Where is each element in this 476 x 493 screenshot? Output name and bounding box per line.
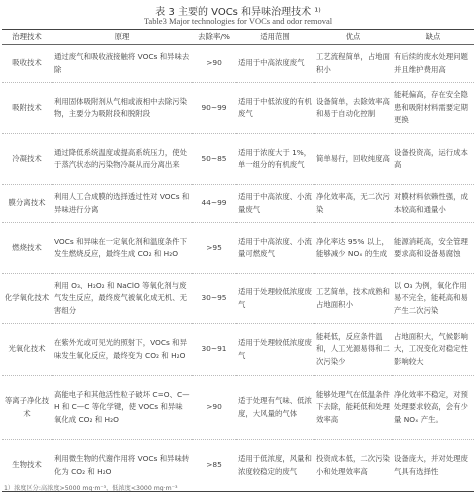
disadvantages-cell: 以 O₃ 为例，氧化作用易不完全，能耗高和易产生二次污染 bbox=[392, 274, 474, 324]
advantages-cell: 净化效率高，无二次污染 bbox=[314, 185, 392, 223]
table-footnote: 1）浓度区分:高浓度>5000 mg·m⁻³，低浓度<3000 mg·m⁻³ bbox=[4, 485, 178, 492]
scope-cell: 适用于中低浓度的有机废气 bbox=[236, 83, 314, 134]
principle-cell: 通过降低系统温度或提高系统压力，使处于蒸汽状态的污染物冷凝从而分离出来 bbox=[52, 134, 192, 185]
removal-rate-cell: >95 bbox=[192, 223, 236, 274]
table-title-chinese: 表 3 主要的 VOCs 和异味治理技术 ¹⁾ bbox=[155, 7, 321, 18]
removal-rate-cell: 30~91 bbox=[192, 324, 236, 376]
principle-cell: 利用 O₃、H₂O₂ 和 NaClO 等氧化剂与废气发生反应，最终废气被氧化成无机、无害组分 bbox=[52, 274, 192, 324]
advantages-cell: 简单易行，回收纯度高 bbox=[314, 134, 392, 185]
header-disadvantages: 缺点 bbox=[392, 30, 474, 45]
header-scope: 适用范围 bbox=[236, 30, 314, 45]
advantages-cell: 投资成本低，二次污染小和处理效率高 bbox=[314, 440, 392, 492]
scope-cell: 适用于中高浓度废气 bbox=[236, 45, 314, 83]
header-principle: 原理 bbox=[52, 30, 192, 45]
technology-name: 冷凝技术 bbox=[2, 134, 52, 185]
scope-cell: 适用于处理较低浓度废气 bbox=[236, 324, 314, 376]
scope-cell: 适用于中高浓度、小流量废气 bbox=[236, 185, 314, 223]
technology-table bbox=[2, 29, 474, 492]
advantages-cell: 净化率达 95% 以上，能够减少 NOₓ 的生成 bbox=[314, 223, 392, 274]
table-row bbox=[2, 185, 474, 223]
disadvantages-cell: 有后续的废水处理问题并且维护费用高 bbox=[392, 45, 474, 83]
principle-cell: 利用微生物的代谢作用将 VOCs 和异味转化为 CO₂ 和 H₂O bbox=[52, 440, 192, 492]
removal-rate-cell: 30~95 bbox=[192, 274, 236, 324]
advantages-cell: 能够处理气在低温条件下去除，能耗低和处理效率高 bbox=[314, 376, 392, 440]
table-row bbox=[2, 45, 474, 83]
disadvantages-cell: 占地面积大，气候影响大，工况变化对稳定性影响较大 bbox=[392, 324, 474, 376]
disadvantages-cell: 能耗偏高，存在安全隐患和吸附材料需要定期更换 bbox=[392, 83, 474, 134]
disadvantages-cell: 对膜材料依赖性强，成本较高和通量小 bbox=[392, 185, 474, 223]
scope-cell: 适于处理有气味、低浓度，大风量的气体 bbox=[236, 376, 314, 440]
scope-cell: 适用于低浓度，风量和浓度较稳定的废气 bbox=[236, 440, 314, 492]
table-row bbox=[2, 324, 474, 376]
technology-name: 膜分离技术 bbox=[2, 185, 52, 223]
principle-cell: 通过废气和吸收液接触将 VOCs 和异味去除 bbox=[52, 45, 192, 83]
removal-rate-cell: >90 bbox=[192, 376, 236, 440]
table-title-english: Table3 Major technologies for VOCs and odor removal bbox=[143, 16, 333, 26]
advantages-cell: 能耗低，反应条件温和，人工光源易得和二次污染少 bbox=[314, 324, 392, 376]
removal-rate-cell: >85 bbox=[192, 440, 236, 492]
removal-rate-cell: >90 bbox=[192, 45, 236, 83]
table-row bbox=[2, 223, 474, 274]
scope-cell: 适用于中高浓度、小流量可燃废气 bbox=[236, 223, 314, 274]
advantages-cell: 设备简单，去除效率高和易于自动化控制 bbox=[314, 83, 392, 134]
header-technology: 治理技术 bbox=[2, 30, 52, 45]
table-row bbox=[2, 83, 474, 134]
disadvantages-cell: 设备投资高，运行成本高 bbox=[392, 134, 474, 185]
header-removal-rate: 去除率/% bbox=[192, 30, 236, 45]
principle-cell: 高能电子和其他活性粒子破坏 C=O、C—H 和 C—C 等化学键，使 VOCs 和异味氧化成 CO₂ 和 H₂O bbox=[52, 376, 192, 440]
removal-rate-cell: 44~99 bbox=[192, 185, 236, 223]
technology-name: 光氧化技术 bbox=[2, 324, 52, 376]
principle-cell: 在紫外光或可见光的照射下，VOCs 和异味发生氧化反应，最终变为 CO₂ 和 H₂O bbox=[52, 324, 192, 376]
removal-rate-cell: 50~85 bbox=[192, 134, 236, 185]
table-row bbox=[2, 274, 474, 324]
technology-name: 吸收技术 bbox=[2, 45, 52, 83]
disadvantages-cell: 设备庞大，并对处理废气具有选择性 bbox=[392, 440, 474, 492]
principle-cell: 利用固体吸附剂从气相或液相中去除污染物，主要分为吸附段和脱附段 bbox=[52, 83, 192, 134]
technology-name: 吸附技术 bbox=[2, 83, 52, 134]
advantages-cell: 工艺流程简单，占地面积小 bbox=[314, 45, 392, 83]
table-header-row bbox=[2, 30, 474, 45]
technology-name: 燃烧技术 bbox=[2, 223, 52, 274]
advantages-cell: 工艺简单，技术成熟和占地面积小 bbox=[314, 274, 392, 324]
technology-name: 化学氧化技术 bbox=[2, 274, 52, 324]
scope-cell: 适用于处理较低浓度废气 bbox=[236, 274, 314, 324]
disadvantages-cell: 能源消耗高，安全管理要求高和设备易腐蚀 bbox=[392, 223, 474, 274]
disadvantages-cell: 净化效率不稳定，对预处理要求较高，会有少量 NOₓ 产生。 bbox=[392, 376, 474, 440]
principle-cell: 利用人工合成膜的选择透过性对 VOCs 和异味进行分离 bbox=[52, 185, 192, 223]
technology-name: 等离子净化技术 bbox=[2, 376, 52, 440]
principle-cell: VOCs 和异味在一定氧化剂和温度条件下发生燃烧反应，最终生成 CO₂ 和 H₂O bbox=[52, 223, 192, 274]
table-row bbox=[2, 134, 474, 185]
header-advantages: 优点 bbox=[314, 30, 392, 45]
technology-name: 生物技术 bbox=[2, 440, 52, 492]
table-row bbox=[2, 376, 474, 440]
scope-cell: 适用于浓度大于 1%，单一组分的有机废气 bbox=[236, 134, 314, 185]
removal-rate-cell: 90~99 bbox=[192, 83, 236, 134]
